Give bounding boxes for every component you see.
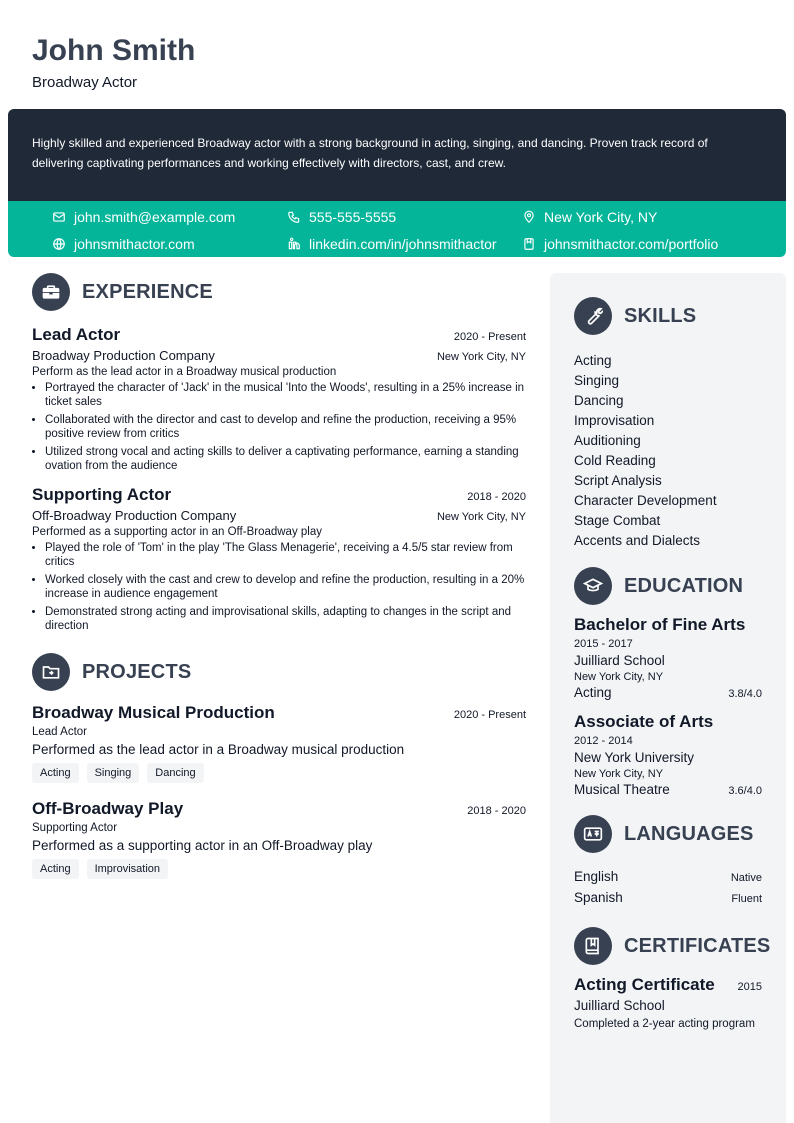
education-date: 2012 - 2014 xyxy=(574,735,633,747)
candidate-title: Broadway Actor xyxy=(32,74,138,91)
skill-tag: Acting xyxy=(32,859,79,879)
main-column xyxy=(32,273,526,879)
mail-icon xyxy=(52,210,66,224)
linkedin-text: linkedin.com/in/johnsmithactor xyxy=(309,236,497,252)
language-name: Spanish xyxy=(574,890,623,905)
achievement-item: • Demonstrated strong acting and improvisational skills, adapting to changes in the script and direction xyxy=(45,605,526,633)
achievement-item: • Collaborated with the director and cast to develop and refine the production, receiving a 95% positive review from critics xyxy=(45,413,526,441)
school: Juilliard School xyxy=(574,653,665,668)
skill-tag: Acting xyxy=(32,763,79,783)
language-name: English xyxy=(574,869,619,884)
contact-location xyxy=(522,207,782,227)
job-description: Performed as a supporting actor in an Off-Broadway play xyxy=(32,526,322,538)
education-date: 2015 - 2017 xyxy=(574,638,633,650)
contact-website[interactable] xyxy=(52,234,287,254)
school-location: New York City, NY xyxy=(574,671,664,683)
certificate-entry xyxy=(574,975,762,1031)
location-text: New York City, NY xyxy=(544,209,658,225)
contact-portfolio[interactable] xyxy=(522,234,782,254)
project-name: Broadway Musical Production xyxy=(32,703,275,722)
achievement-item: • Utilized strong vocal and acting skills to deliver a captivating performance, earning a standing ovation from the audience xyxy=(45,445,526,473)
wrench-icon xyxy=(574,297,612,335)
education-title: EDUCATION xyxy=(624,574,744,597)
degree: Associate of Arts xyxy=(574,712,714,731)
education-entry xyxy=(574,615,762,700)
summary-banner xyxy=(8,109,786,201)
translate-icon xyxy=(574,815,612,853)
project-role: Lead Actor xyxy=(32,726,87,738)
skill-item: Dancing xyxy=(574,393,624,408)
education-entry xyxy=(574,712,762,797)
experience-title: EXPERIENCE xyxy=(82,280,213,303)
skills-heading xyxy=(574,297,762,335)
contact-email[interactable] xyxy=(52,207,287,227)
portfolio-text: johnsmithactor.com/portfolio xyxy=(544,236,719,252)
email-text: john.smith@example.com xyxy=(74,209,236,225)
skill-item: Accents and Dialects xyxy=(574,533,701,548)
degree: Bachelor of Fine Arts xyxy=(574,615,746,634)
skill-item: Cold Reading xyxy=(574,453,656,468)
job-location: New York City, NY xyxy=(436,351,526,363)
contact-linkedin[interactable] xyxy=(287,234,522,254)
languages-title: LANGUAGES xyxy=(624,822,754,845)
languages-heading xyxy=(574,815,762,853)
project-role: Supporting Actor xyxy=(32,822,118,834)
project-date: 2020 - Present xyxy=(453,709,526,721)
school-location: New York City, NY xyxy=(574,768,664,780)
achievement-item: • Worked closely with the cast and crew to develop and refine the production, resulting in a 20% increase in audience engagement xyxy=(45,573,526,601)
achievement-item: • Played the role of 'Tom' in the play 'The Glass Menagerie', receiving a 4.5/5 star review from critics xyxy=(45,541,526,569)
achievement-item: • Portrayed the character of 'Jack' in the musical 'Into the Woods', resulting in a 25% increase in ticket sales xyxy=(45,381,526,409)
phone-text: 555-555-5555 xyxy=(309,209,397,225)
contact-phone[interactable] xyxy=(287,207,522,227)
website-text: johnsmithactor.com xyxy=(74,236,195,252)
sidebar xyxy=(550,273,786,1123)
language-item xyxy=(574,867,762,888)
skill-tag: Improvisation xyxy=(87,859,168,879)
project-entry xyxy=(32,703,526,783)
skill-item: Character Development xyxy=(574,493,717,508)
certificates-title: CERTIFICATES xyxy=(624,934,771,957)
resume-header xyxy=(32,34,195,91)
certificate-book-icon xyxy=(574,927,612,965)
languages-list xyxy=(574,867,762,909)
projects-heading xyxy=(32,653,526,691)
certificate-issuer: Juilliard School xyxy=(574,998,665,1013)
folder-icon xyxy=(32,653,70,691)
job-location: New York City, NY xyxy=(436,511,526,523)
graduation-cap-icon xyxy=(574,567,612,605)
briefcase-icon xyxy=(32,273,70,311)
skills-list xyxy=(574,351,762,551)
skill-tag: Singing xyxy=(87,763,140,783)
job-company: Off-Broadway Production Company xyxy=(32,508,237,523)
skill-item: Improvisation xyxy=(574,413,655,428)
job-date: 2020 - Present xyxy=(453,331,526,343)
project-tags xyxy=(32,859,526,879)
language-item xyxy=(574,888,762,909)
field-of-study: Musical Theatre xyxy=(574,782,670,797)
experience-entry xyxy=(32,325,526,473)
gpa: 3.8/4.0 xyxy=(728,688,762,700)
skill-tag: Dancing xyxy=(147,763,203,783)
job-achievements xyxy=(32,541,526,633)
location-pin-icon xyxy=(522,210,536,224)
project-description: Performed as the lead actor in a Broadway musical production xyxy=(32,742,405,757)
language-level: Native xyxy=(730,872,762,884)
summary-text: Highly skilled and experienced Broadway actor with a strong background in acting, singing, and dancing. Proven track record of delivering captivating performances and working effectively with directors, cast, and crew. xyxy=(32,136,708,170)
field-of-study: Acting xyxy=(574,685,612,700)
job-date: 2018 - 2020 xyxy=(467,491,526,503)
projects-title: PROJECTS xyxy=(82,660,192,683)
project-description: Performed as a supporting actor in an Off-Broadway play xyxy=(32,838,373,853)
globe-icon xyxy=(52,237,66,251)
project-name: Off-Broadway Play xyxy=(32,799,184,818)
job-role: Supporting Actor xyxy=(32,485,172,504)
skill-item: Acting xyxy=(574,353,612,368)
contact-bar xyxy=(8,201,786,257)
skill-item: Script Analysis xyxy=(574,473,662,488)
skill-item: Stage Combat xyxy=(574,513,661,528)
certificate-year: 2015 xyxy=(737,981,762,993)
certificates-heading xyxy=(574,927,771,965)
certificate-description: Completed a 2-year acting program xyxy=(574,1018,755,1030)
job-role: Lead Actor xyxy=(32,325,121,344)
skills-title: SKILLS xyxy=(624,304,697,327)
skill-item: Singing xyxy=(574,373,620,388)
linkedin-icon xyxy=(287,237,301,251)
language-level: Fluent xyxy=(731,893,762,905)
experience-heading xyxy=(32,273,526,311)
candidate-name: John Smith xyxy=(32,34,196,67)
project-entry xyxy=(32,799,526,879)
school: New York University xyxy=(574,750,695,765)
project-tags xyxy=(32,763,526,783)
certificate-name: Acting Certificate xyxy=(574,975,715,994)
job-achievements xyxy=(32,381,526,473)
education-heading xyxy=(574,567,762,605)
gpa: 3.6/4.0 xyxy=(728,785,762,797)
skill-item: Auditioning xyxy=(574,433,641,448)
portfolio-icon xyxy=(522,237,536,251)
experience-entry xyxy=(32,485,526,633)
phone-icon xyxy=(287,210,301,224)
project-date: 2018 - 2020 xyxy=(467,805,526,817)
job-description: Perform as the lead actor in a Broadway musical production xyxy=(32,366,337,378)
job-company: Broadway Production Company xyxy=(32,348,215,363)
